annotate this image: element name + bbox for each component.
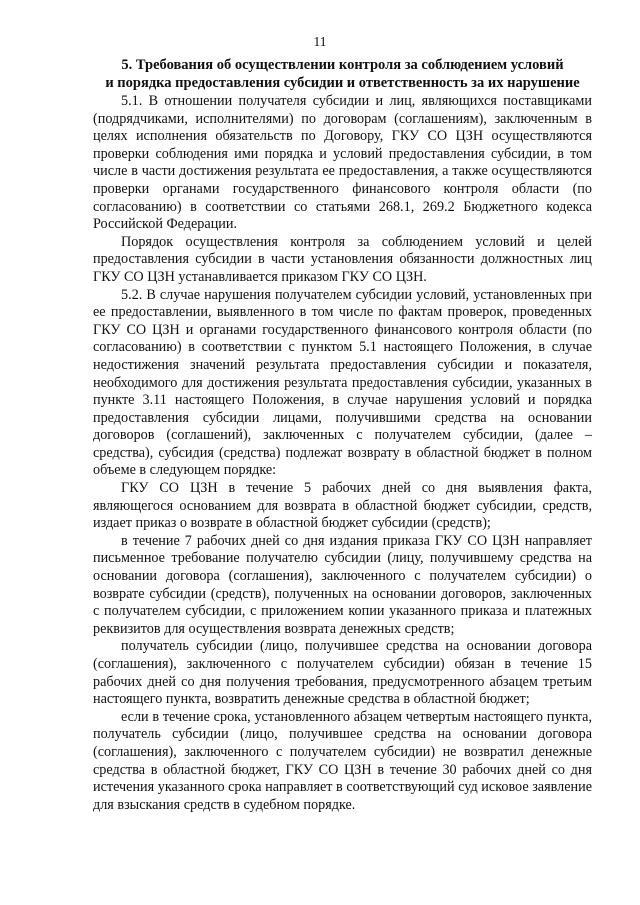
paragraph-written-demand: в течение 7 рабочих дней со дня издания приказа ГКУ СО ЦЗН направляет письменное требование получателю субсидии (лицу, получившему средства на основании договора (соглашения), заключенного с получателем субсидии) о возврате субсидии (средств), полученных на основании договоров, заключенных с получателем субсидии, с приложением копии указанного приказа и платежных реквизитов для осуществления возврата денежных средств; — [93, 532, 592, 637]
paragraph-order-issue: ГКУ СО ЦЗН в течение 5 рабочих дней со дня выявления факта, являющегося основанием для возврата в областной бюджет субсидии, средств, издает приказ о возврате в областной бюджет субсидии (средств); — [93, 480, 592, 532]
paragraph-refund-obligation: получатель субсидии (лицо, получившее средства на основании договора (соглашения), заключенного с получателем субсидии) обязан в течение 15 рабочих дней со дня получения требования, предусмотренного абзацем третьим настоящего пункта, возвратить денежные средства в областной бюджет; — [93, 638, 592, 708]
paragraph-5-2: 5.2. В случае нарушения получателем субсидии условий, установленных при ее предоставлении, выявленного в том числе по фактам проверок, проведенных ГКУ СО ЦЗН и органами государственного финансового контроля области (по согласованию) в соответствии с пунктом 5.1 настоящего Положения, в случае недостижения значений результата предоставления субсидии и показателя, необходимого для достижения результата предоставления субсидии, указанных в пункте 3.11 настоящего Положения, в случае нарушения условий и порядка предоставления субсидии лицами, получившими средства на основании договоров (соглашений), заключенных с получателем субсидии, (далее – средства), субсидия (средства) подлежат возврату в областной бюджет в полном объеме в следующем порядке: — [93, 286, 592, 479]
paragraph-court-claim: если в течение срока, установленного абзацем четвертым настоящего пункта, получатель субсидии (лицо, получившее средства на основании договора (соглашения), заключенного с получателем субсидии) не возвратил денежные средства в областной бюджет, ГКУ СО ЦЗН в течение 30 рабочих дней со дня истечения указанного срока направляет в соответствующий суд исковое заявление для взыскания средств в судебном порядке. — [93, 708, 592, 813]
section-heading — [93, 56, 592, 92]
paragraph-control-procedure: Порядок осуществления контроля за соблюдением условий и целей предоставления субсидии в части установления обязанности должностных лиц ГКУ СО ЦЗН устанавливается приказом ГКУ СО ЦЗН. — [93, 233, 592, 285]
page-number: 11 — [313, 34, 327, 49]
paragraph-5-1: 5.1. В отношении получателя субсидии и лиц, являющихся поставщиками (подрядчиками, исполнителями) по договорам (соглашениям), заключенным в целях исполнения обязательств по Договору, ГКУ СО ЦЗН осуществляются проверки соблюдения ими порядка и условий предоставления субсидии, в том числе в части достижения результата ее предоставления, а также осуществляются проверки органами государственного финансового контроля области (по согласованию) в соответствии со статьями 268.1, 269.2 Бюджетного кодекса Российской Федерации. — [93, 93, 592, 233]
section-heading-line-1: 5. Требования об осуществлении контроля за соблюдением условий — [121, 57, 564, 73]
document-body — [93, 93, 592, 814]
section-heading-line-2: и порядка предоставления субсидии и ответственность за их нарушение — [105, 75, 580, 91]
